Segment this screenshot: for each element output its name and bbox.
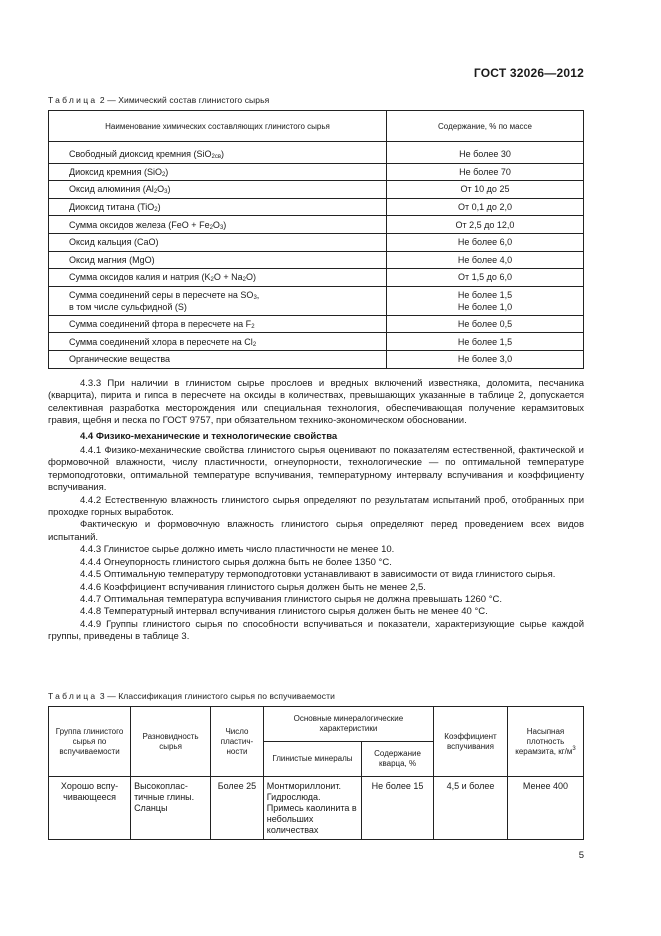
table-row: Сумма оксидов железа $(FeO + Fe_2O_3)$ От 2,5 до 12,0 [49,216,584,234]
table3-caption: Таблица 3 — Классификация глинистого сырья по вспучиваемости [48,691,335,701]
paragraph-4-4-1: 4.4.1 Физико-механические свойства глинистого сырья оценивают по показателям естественной, фактической и формовочной влажности, числу пластичности, огнеупорности, технологические — по оптимальной температуре термоподготовки, оптимальной температуре вспучивания, температурному интервалу вспучивания и коэффициенту вспучивания. [48,445,584,494]
column-header-density: Насыпная плотность керамзита, $кг/м^3$ [507,707,583,777]
table2-caption: Таблица 2 — Химический состав глинистого сырья [48,95,270,105]
page-number: 5 [578,850,584,861]
paragraph-4-3-3: 4.3.3 При наличии в глинистом сырье прослоев и вредных включений известняка, доломита, песчаника (кварцита), пирита и гипса в пересчете на оксиды в количествах, превышающих указанные в таблице 2, допускается селективная разработка месторождения или специальная технология, обеспечивающая получение керамзитовых гравия, щебня и песка по ГОСТ 9757, при обязательном технико-экономическом обосновании. [48,378,584,427]
paragraph-4-4-2b: Фактическую и формовочную влажность глинистого сырья определяют перед проведением всех видов испытаний. [48,519,584,543]
column-header-quartz: Содержание кварца, % [362,742,434,777]
paragraph-4-4-7: 4.4.7 Оптимальная температура вспучивания глинистого сырья не должна превышать 1260 °С. [80,593,502,605]
column-header-coef: Коэффициент вспучивания [434,707,508,777]
section-heading-4-4: 4.4 Физико-механические и технологические свойства [80,430,338,442]
column-header-clay: Глинистые минералы [263,742,361,777]
column-header-name: Наименование химических составляющих глинистого сырья [49,111,387,142]
paragraph-4-4-3: 4.4.3 Глинистое сырье должно иметь число пластичности не менее 10. [80,544,395,556]
table-row: Хорошо вспу- чивающееся Высокоплас- тичные глины. Сланцы Более 25 Монтмориллонит. Гидрослюда. Примесь каолинита в небольших количествах Не более 15 4,5 и более Менее 400 [49,777,584,840]
column-header-mineral: Основные минералогические характеристики [263,707,433,742]
table-row: Оксид магния (MgO) Не более 4,0 [49,251,584,269]
table-header-row [49,111,584,142]
column-header-variety: Разновидность сырья [131,707,211,777]
paragraph-4-4-9: 4.4.9 Группы глинистого сырья по способности вспучиваться и показатели, характеризующие сырье каждой группы, приведены в таблице 3. [48,618,584,643]
column-header-plastic: Число пластич- ности [211,707,264,777]
classification-table [48,706,584,840]
table-row: Сумма соединений фтора в пересчете на $F_2$ Не более 0,5 [49,315,584,333]
paragraph-4-4-4: 4.4.4 Огнеупорность глинистого сырья должна быть не более 1350 °С. [80,556,392,568]
table-row: Сумма соединений серы в пересчете на $SO_3$, в том числе сульфидной (S) Не более 1,5 Не более 1,0 [49,286,584,315]
table-row: Оксид кальция (CaO) Не более 6,0 [49,233,584,251]
paragraph-4-4-2: 4.4.2 Естественную влажность глинистого сырья определяют по результатам испытаний проб, отобранных при проходке горных выработок. [48,494,584,519]
table-row: Свободный диоксид кремния (SiO$_{2св}$) Не более 30 [49,142,584,164]
table-row: Органические вещества Не более 3,0 [49,350,584,368]
paragraph-4-4-8: 4.4.8 Температурный интервал вспучивания глинистого сырья должен быть не менее 40 °С. [80,606,488,618]
column-header-group: Группа глинистого сырья по вспучиваемости [49,707,131,777]
column-header-value: Содержание, % по массе [387,111,584,142]
table-row: Диоксид титана (TiO$_2$) От 0,1 до 2,0 [49,198,584,216]
table-header-row [49,707,584,742]
table-row: Диоксид кремния (SiO$_2$) Не более 70 [49,163,584,181]
chemical-composition-table [48,110,584,369]
table-row: Сумма соединений хлора в пересчете на $Cl_2$ Не более 1,5 [49,333,584,351]
document-code: ГОСТ 32026—2012 [473,66,584,80]
paragraph-4-4-5: 4.4.5 Оптимальную температуру термоподготовки устанавливают в зависимости от вида глинистого сырья. [80,569,556,581]
table-row: Сумма оксидов калия и натрия $(K_2O + Na_2O)$ От 1,5 до 6,0 [49,269,584,287]
body-text [48,378,584,644]
paragraph-4-4-6: 4.4.6 Коэффициент вспучивания глинистого сырья должен быть не менее 2,5. [80,581,426,593]
table-row: Оксид алюминия $(Al_2O_3)$ От 10 до 25 [49,181,584,199]
